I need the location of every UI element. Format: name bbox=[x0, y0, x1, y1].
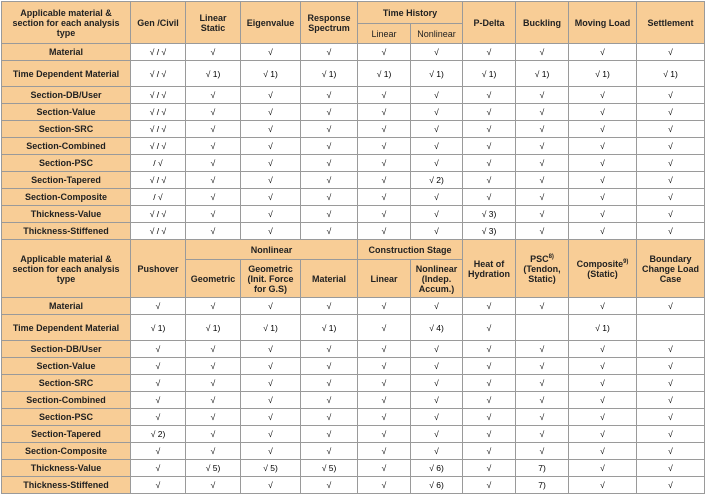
table-cell: √ bbox=[569, 206, 637, 223]
table-cell: √ bbox=[411, 426, 463, 443]
table-cell: √ bbox=[569, 121, 637, 138]
table-cell: √ bbox=[301, 392, 358, 409]
table-cell: √ bbox=[411, 87, 463, 104]
table-cell: √ bbox=[358, 172, 411, 189]
table-cell: √ bbox=[569, 104, 637, 121]
table-cell: √ bbox=[241, 443, 301, 460]
table-cell: √ bbox=[358, 155, 411, 172]
table-cell: √ bbox=[358, 121, 411, 138]
table-cell: √ bbox=[569, 409, 637, 426]
row-label: Thickness-Stiffened bbox=[2, 477, 131, 494]
table-cell: 7) bbox=[516, 460, 569, 477]
row-label: Section-Composite bbox=[2, 189, 131, 206]
table-cell: √ 1) bbox=[358, 61, 411, 87]
table-cell: √ bbox=[241, 392, 301, 409]
table-cell: √ bbox=[569, 443, 637, 460]
table-cell: √ bbox=[463, 358, 516, 375]
table-cell: √ bbox=[241, 375, 301, 392]
table-cell: √ bbox=[569, 460, 637, 477]
table-cell: √ bbox=[358, 341, 411, 358]
table-cell: √ bbox=[637, 358, 705, 375]
table-cell: / √ bbox=[131, 155, 186, 172]
analysis-support-table bbox=[1, 1, 705, 494]
col-gen-civil: Gen /Civil bbox=[131, 2, 186, 44]
table-cell: √ / √ bbox=[131, 104, 186, 121]
col-p-delta: P-Delta bbox=[463, 2, 516, 44]
table-cell: √ bbox=[241, 44, 301, 61]
table-cell: √ 1) bbox=[301, 315, 358, 341]
row-label: Section-Tapered bbox=[2, 426, 131, 443]
table-cell: √ bbox=[637, 426, 705, 443]
table-cell: √ bbox=[358, 298, 411, 315]
table-cell: √ 1) bbox=[637, 61, 705, 87]
table-cell: √ bbox=[569, 358, 637, 375]
table-cell: √ bbox=[516, 138, 569, 155]
table-cell: √ bbox=[186, 104, 241, 121]
table-cell: √ bbox=[463, 172, 516, 189]
table-row bbox=[2, 61, 705, 87]
subcol-th-nonlinear: Nonlinear bbox=[411, 24, 463, 44]
table-cell: √ bbox=[411, 44, 463, 61]
row-label: Section-Value bbox=[2, 358, 131, 375]
table-cell: √ bbox=[301, 426, 358, 443]
table-cell: √ bbox=[186, 44, 241, 61]
table-cell: √ bbox=[358, 375, 411, 392]
table-cell: √ bbox=[411, 392, 463, 409]
table-cell: √ bbox=[637, 87, 705, 104]
table-cell: √ 1) bbox=[131, 315, 186, 341]
table-row bbox=[2, 155, 705, 172]
table-cell: √ bbox=[637, 443, 705, 460]
row-label: Material bbox=[2, 44, 131, 61]
table-cell: √ bbox=[516, 223, 569, 240]
psc-label: PSC bbox=[530, 253, 549, 264]
table-cell: √ / √ bbox=[131, 172, 186, 189]
table-cell: √ bbox=[569, 341, 637, 358]
table-row bbox=[2, 298, 705, 315]
table-cell: √ bbox=[569, 298, 637, 315]
table-cell: √ bbox=[463, 443, 516, 460]
subcol-th-linear: Linear bbox=[358, 24, 411, 44]
col-boundary-change: Boundary Change Load Case bbox=[637, 240, 705, 298]
table-cell: √ 1) bbox=[186, 61, 241, 87]
table-cell: √ bbox=[411, 298, 463, 315]
composite-note: 9) bbox=[623, 258, 629, 265]
table-row bbox=[2, 477, 705, 494]
table-cell: √ bbox=[301, 443, 358, 460]
table-cell: √ bbox=[463, 189, 516, 206]
table-cell: √ 2) bbox=[131, 426, 186, 443]
table-cell: √ bbox=[411, 189, 463, 206]
table-cell: √ bbox=[637, 460, 705, 477]
table-cell: √ bbox=[358, 477, 411, 494]
table-cell: √ bbox=[463, 375, 516, 392]
table-cell: √ bbox=[131, 375, 186, 392]
table-cell: √ bbox=[463, 104, 516, 121]
table-cell: √ bbox=[569, 477, 637, 494]
table-cell: √ bbox=[186, 341, 241, 358]
table-cell: √ bbox=[637, 104, 705, 121]
table-cell: √ bbox=[241, 155, 301, 172]
col-moving-load: Moving Load bbox=[569, 2, 637, 44]
table-row bbox=[2, 223, 705, 240]
table-row bbox=[2, 87, 705, 104]
table-cell: √ bbox=[186, 223, 241, 240]
table-cell: √ bbox=[637, 341, 705, 358]
row-label: Section-PSC bbox=[2, 155, 131, 172]
table-cell: / √ bbox=[131, 189, 186, 206]
table-cell: √ bbox=[186, 392, 241, 409]
row-label: Section-Combined bbox=[2, 138, 131, 155]
table-cell: √ bbox=[463, 87, 516, 104]
table-row bbox=[2, 409, 705, 426]
table-cell: √ / √ bbox=[131, 61, 186, 87]
table-cell: √ bbox=[358, 223, 411, 240]
table-cell: √ bbox=[411, 358, 463, 375]
table-cell: √ bbox=[569, 87, 637, 104]
table-cell: √ bbox=[186, 375, 241, 392]
col-buckling: Buckling bbox=[516, 2, 569, 44]
table-cell: √ bbox=[516, 121, 569, 138]
table-cell: √ bbox=[463, 477, 516, 494]
table-cell: √ bbox=[241, 189, 301, 206]
subcol-geometric: Geometric bbox=[186, 260, 241, 298]
row-label: Section-SRC bbox=[2, 121, 131, 138]
table-row bbox=[2, 104, 705, 121]
table-cell: √ bbox=[301, 44, 358, 61]
table-cell: √ bbox=[637, 477, 705, 494]
table-cell: √ bbox=[301, 341, 358, 358]
table-cell: √ bbox=[569, 155, 637, 172]
table-cell: √ bbox=[186, 189, 241, 206]
row-label: Material bbox=[2, 298, 131, 315]
table-row bbox=[2, 44, 705, 61]
table-cell: √ bbox=[358, 44, 411, 61]
table-cell: √ bbox=[131, 392, 186, 409]
table-cell: √ bbox=[516, 189, 569, 206]
table-cell: √ bbox=[411, 375, 463, 392]
table-cell: √ bbox=[358, 104, 411, 121]
table-cell: √ bbox=[637, 44, 705, 61]
table-cell: √ bbox=[241, 298, 301, 315]
table-cell: √ bbox=[463, 426, 516, 443]
col-heat-of-hydration: Heat of Hydration bbox=[463, 240, 516, 298]
table-cell: √ bbox=[637, 189, 705, 206]
table-cell: √ bbox=[301, 223, 358, 240]
row-label: Section-Composite bbox=[2, 443, 131, 460]
table-cell: √ bbox=[186, 172, 241, 189]
table-cell: √ bbox=[463, 315, 516, 341]
table-cell: √ bbox=[186, 443, 241, 460]
table-cell: √ bbox=[516, 155, 569, 172]
col-time-history: Time History bbox=[358, 2, 463, 24]
table2-corner-header: Applicable material & section for each analysis type bbox=[2, 240, 131, 298]
table-row bbox=[2, 460, 705, 477]
table-cell: √ bbox=[637, 298, 705, 315]
table-cell: √ bbox=[516, 358, 569, 375]
table-cell: √ 5) bbox=[186, 460, 241, 477]
table-cell: √ bbox=[358, 460, 411, 477]
table-cell: √ bbox=[186, 477, 241, 494]
subcol-cs-linear: Linear bbox=[358, 260, 411, 298]
row-label: Section-Tapered bbox=[2, 172, 131, 189]
table-cell: √ bbox=[241, 121, 301, 138]
table-cell: √ bbox=[131, 298, 186, 315]
table-cell: √ bbox=[516, 409, 569, 426]
table-cell: √ 1) bbox=[411, 61, 463, 87]
table-cell: √ 1) bbox=[241, 315, 301, 341]
table-row bbox=[2, 138, 705, 155]
table-cell: √ bbox=[301, 87, 358, 104]
table-cell: √ bbox=[358, 426, 411, 443]
col-pushover: Pushover bbox=[131, 240, 186, 298]
table-cell: √ bbox=[241, 477, 301, 494]
table-cell: √ bbox=[516, 87, 569, 104]
table-row bbox=[2, 206, 705, 223]
table-cell: √ bbox=[301, 138, 358, 155]
row-label: Time Dependent Material bbox=[2, 61, 131, 87]
composite-sub: (Static) bbox=[587, 268, 618, 279]
table-cell: √ bbox=[637, 172, 705, 189]
row-label: Section-Combined bbox=[2, 392, 131, 409]
psc-note: 8) bbox=[548, 253, 554, 260]
col-settlement: Settlement bbox=[637, 2, 705, 44]
table-cell: √ bbox=[637, 206, 705, 223]
table-cell: √ bbox=[301, 121, 358, 138]
table-cell: √ bbox=[301, 375, 358, 392]
table-cell: √ bbox=[516, 426, 569, 443]
table-cell: √ 3) bbox=[463, 223, 516, 240]
subcol-geometric-init: Geometric (Init. Force for G.S) bbox=[241, 260, 301, 298]
table-cell: √ bbox=[358, 443, 411, 460]
table-cell: √ 5) bbox=[301, 460, 358, 477]
table-cell: √ bbox=[241, 104, 301, 121]
table-cell: √ bbox=[516, 44, 569, 61]
table-cell: √ bbox=[358, 189, 411, 206]
table-cell: √ bbox=[301, 104, 358, 121]
table-cell: √ bbox=[131, 409, 186, 426]
table-cell: √ 2) bbox=[411, 172, 463, 189]
table-cell: √ bbox=[301, 298, 358, 315]
table-cell: √ bbox=[358, 138, 411, 155]
col-nonlinear: Nonlinear bbox=[186, 240, 358, 260]
table-cell: √ bbox=[131, 460, 186, 477]
col-eigenvalue: Eigenvalue bbox=[241, 2, 301, 44]
table-cell: √ bbox=[569, 189, 637, 206]
table-cell: √ / √ bbox=[131, 138, 186, 155]
table-cell: √ bbox=[463, 341, 516, 358]
table-cell: √ bbox=[569, 426, 637, 443]
row-label: Section-SRC bbox=[2, 375, 131, 392]
table-cell: √ bbox=[131, 477, 186, 494]
table-cell: √ bbox=[241, 172, 301, 189]
row-label: Section-Value bbox=[2, 104, 131, 121]
table-cell: √ bbox=[301, 206, 358, 223]
table-cell: √ bbox=[516, 298, 569, 315]
table-cell: √ bbox=[516, 341, 569, 358]
table-cell: √ bbox=[301, 358, 358, 375]
table-cell: √ bbox=[131, 358, 186, 375]
table-cell: √ bbox=[186, 358, 241, 375]
table-cell: √ bbox=[463, 392, 516, 409]
table-cell: √ 1) bbox=[301, 61, 358, 87]
table-cell: √ bbox=[637, 121, 705, 138]
table-cell: √ bbox=[411, 443, 463, 460]
table-cell: √ bbox=[186, 121, 241, 138]
table-cell: √ bbox=[637, 392, 705, 409]
table-cell: √ bbox=[186, 409, 241, 426]
table-row bbox=[2, 443, 705, 460]
table-cell: √ bbox=[411, 155, 463, 172]
table-cell: √ 5) bbox=[241, 460, 301, 477]
col-response-spectrum: Response Spectrum bbox=[301, 2, 358, 44]
table-cell: √ bbox=[186, 87, 241, 104]
table-cell: √ 1) bbox=[516, 61, 569, 87]
psc-sub: (Tendon, Static) bbox=[523, 263, 561, 284]
table-cell: √ bbox=[301, 155, 358, 172]
table-cell: √ bbox=[516, 104, 569, 121]
table-cell: √ bbox=[411, 121, 463, 138]
table1-corner-header: Applicable material & section for each analysis type bbox=[2, 2, 131, 44]
table-cell: √ bbox=[463, 409, 516, 426]
table-cell: √ bbox=[241, 206, 301, 223]
table-cell: √ bbox=[241, 138, 301, 155]
table-cell bbox=[637, 315, 705, 341]
table-cell: √ bbox=[569, 44, 637, 61]
table-cell: √ / √ bbox=[131, 206, 186, 223]
row-label: Thickness-Stiffened bbox=[2, 223, 131, 240]
table-cell: √ bbox=[637, 155, 705, 172]
row-label: Section-PSC bbox=[2, 409, 131, 426]
table-row bbox=[2, 172, 705, 189]
table-cell: √ bbox=[301, 189, 358, 206]
table-cell: √ bbox=[241, 409, 301, 426]
table-cell: √ 1) bbox=[463, 61, 516, 87]
table-cell: √ 1) bbox=[569, 61, 637, 87]
table-cell: √ bbox=[358, 206, 411, 223]
table-cell: √ bbox=[463, 121, 516, 138]
subcol-cs-nonlinear: Nonlinear (Indep. Accum.) bbox=[411, 260, 463, 298]
table-cell: √ bbox=[463, 155, 516, 172]
table-cell: √ bbox=[186, 298, 241, 315]
table-cell: √ bbox=[411, 409, 463, 426]
table-row bbox=[2, 121, 705, 138]
table-cell: √ bbox=[637, 375, 705, 392]
table-cell: √ bbox=[358, 87, 411, 104]
table-cell: √ bbox=[463, 138, 516, 155]
row-label: Section-DB/User bbox=[2, 87, 131, 104]
col-composite bbox=[569, 240, 637, 298]
table-cell: √ bbox=[241, 87, 301, 104]
table-cell: √ bbox=[358, 315, 411, 341]
row-label: Thickness-Value bbox=[2, 206, 131, 223]
table-row bbox=[2, 426, 705, 443]
col-construction-stage: Construction Stage bbox=[358, 240, 463, 260]
table-cell: √ bbox=[569, 138, 637, 155]
subcol-material: Material bbox=[301, 260, 358, 298]
table-cell: √ bbox=[637, 409, 705, 426]
table-cell: √ bbox=[463, 298, 516, 315]
table-cell: √ bbox=[516, 443, 569, 460]
table-cell: √ bbox=[358, 392, 411, 409]
table-cell: √ / √ bbox=[131, 121, 186, 138]
table-cell: √ bbox=[241, 358, 301, 375]
table-cell: √ bbox=[301, 172, 358, 189]
row-label: Section-DB/User bbox=[2, 341, 131, 358]
table-cell: 7) bbox=[516, 477, 569, 494]
table-cell: √ bbox=[411, 104, 463, 121]
table-cell: √ bbox=[241, 341, 301, 358]
table-cell: √ bbox=[131, 341, 186, 358]
table-cell: √ / √ bbox=[131, 44, 186, 61]
table-row bbox=[2, 392, 705, 409]
table-cell: √ bbox=[186, 138, 241, 155]
table-row bbox=[2, 358, 705, 375]
table-cell: √ bbox=[637, 223, 705, 240]
table-cell: √ bbox=[516, 206, 569, 223]
col-linear-static: Linear Static bbox=[186, 2, 241, 44]
table-cell: √ bbox=[411, 138, 463, 155]
table-cell: √ bbox=[411, 206, 463, 223]
table-row bbox=[2, 189, 705, 206]
table-row bbox=[2, 315, 705, 341]
table-cell: √ bbox=[186, 155, 241, 172]
table-cell: √ bbox=[241, 223, 301, 240]
table-cell bbox=[516, 315, 569, 341]
table-cell: √ bbox=[358, 358, 411, 375]
table-cell: √ bbox=[463, 44, 516, 61]
table-cell: √ bbox=[569, 223, 637, 240]
table-cell: √ bbox=[301, 409, 358, 426]
table-cell: √ bbox=[637, 138, 705, 155]
table-cell: √ bbox=[569, 375, 637, 392]
table-cell: √ bbox=[569, 172, 637, 189]
row-label: Thickness-Value bbox=[2, 460, 131, 477]
table-cell: √ 1) bbox=[569, 315, 637, 341]
table-cell: √ / √ bbox=[131, 87, 186, 104]
table-cell: √ 3) bbox=[463, 206, 516, 223]
table-cell: √ bbox=[516, 172, 569, 189]
table-cell: √ 1) bbox=[186, 315, 241, 341]
table-row bbox=[2, 341, 705, 358]
table-cell: √ bbox=[131, 443, 186, 460]
table-cell: √ bbox=[241, 426, 301, 443]
table-cell: √ 6) bbox=[411, 477, 463, 494]
table-cell: √ / √ bbox=[131, 223, 186, 240]
table-row bbox=[2, 375, 705, 392]
table-cell: √ 4) bbox=[411, 315, 463, 341]
table-cell: √ bbox=[358, 409, 411, 426]
composite-label: Composite bbox=[576, 258, 624, 269]
table-cell: √ bbox=[411, 223, 463, 240]
table-cell: √ bbox=[186, 426, 241, 443]
table-cell: √ bbox=[569, 392, 637, 409]
table-cell: √ bbox=[463, 460, 516, 477]
table-cell: √ bbox=[411, 341, 463, 358]
table-cell: √ bbox=[516, 392, 569, 409]
table-cell: √ 6) bbox=[411, 460, 463, 477]
table-cell: √ bbox=[516, 375, 569, 392]
table-cell: √ bbox=[186, 206, 241, 223]
table-cell: √ 1) bbox=[241, 61, 301, 87]
table-cell: √ bbox=[301, 477, 358, 494]
row-label: Time Dependent Material bbox=[2, 315, 131, 341]
col-psc bbox=[516, 240, 569, 298]
